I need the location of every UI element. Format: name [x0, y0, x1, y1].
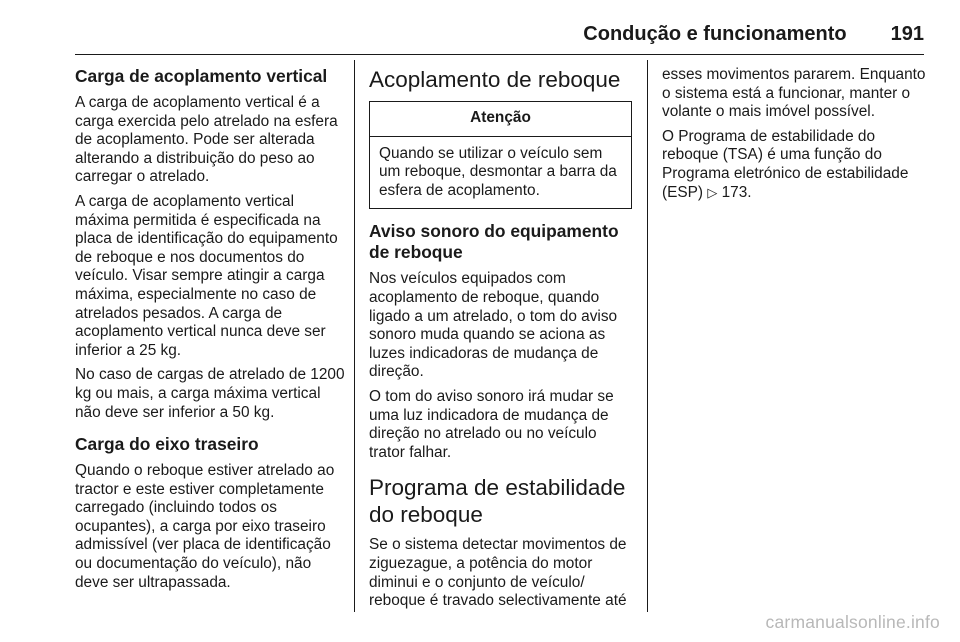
column-divider-2 [647, 60, 648, 612]
header-title: Condução e funcionamento [583, 23, 847, 45]
paragraph: A carga de acoplamento vertical máxima permitida é especificada na placa de identificação do equipamento de reboque e nos documentos do veículo. Visar sempre atingir a carga máxima, especialmente no caso de atrelados pesados. A carga de acoplamento vertical nunca deve ser inferior a 25 kg. [75, 192, 338, 359]
column-1 [75, 66, 345, 598]
page-header [0, 22, 924, 46]
heading-vertical-coupling-load: Carga de acoplamento vertical [75, 66, 328, 86]
watermark: carmanualsonline.info [765, 612, 940, 632]
paragraph: Nos veículos equipados com acoplamento de reboque, quando ligado a um atrelado, o tom do aviso sonoro muda quando se aciona as luzes indicadoras de mudança de direção. [369, 270, 618, 381]
paragraph: A carga de acoplamento vertical é a carga exercida pelo atrelado na esfera de acoplamento. Pode ser alterada alterando a distribuição do peso ao carregar o atrelado. [75, 94, 338, 186]
column-2 [369, 66, 635, 617]
warning-title: Atenção [370, 102, 631, 137]
header-rule [75, 54, 924, 55]
page-reference[interactable]: 173. [721, 183, 752, 201]
paragraph: esses movimentos pararem. Enquanto o sistema está a funcionar, manter o volante o mais imóvel possível. [662, 66, 926, 121]
heading-towing-audio-warning: Aviso sonoro do equipamento de reboque [369, 221, 619, 263]
paragraph: Quando o reboque estiver atrelado ao tractor e este estiver completamente carregado (incluindo todos os ocupantes), a carga por eixo traseiro admissível (ver placa de identificação ou documentação do veículo), não deve ser ultrapassada. [75, 462, 335, 591]
paragraph-with-reference [662, 128, 932, 202]
paragraph-text: O Programa de estabilidade do reboque (TSA) é uma função do Programa eletrónico de estabilidade (ESP) [662, 127, 909, 201]
heading-towing-coupling: Acoplamento de reboque [369, 67, 621, 92]
page-number: 191 [890, 23, 924, 45]
paragraph: No caso de cargas de atrelado de 1200 kg ou mais, a carga máxima vertical não deve ser inferior a 50 kg. [75, 366, 345, 421]
heading-rear-axle-load: Carga do eixo traseiro [75, 434, 259, 455]
warning-box [369, 101, 632, 209]
column-divider-1 [354, 60, 355, 612]
warning-text: Quando se utilizar o veículo sem um reboque, desmontar a barra da esfera de acoplamento. [379, 144, 617, 199]
triangle-right-icon[interactable]: ▷ [707, 184, 718, 200]
paragraph: Se o sistema detectar movimentos de ziguezague, a potência do motor diminui e o conjunto de veículo/ reboque é travado selectivamente até [369, 536, 627, 610]
paragraph: O tom do aviso sonoro irá mudar se uma luz indicadora de mudança de direção no atrelado ou no veículo trator falhar. [369, 387, 614, 461]
heading-trailer-stability-program: Programa de estabilidade do reboque [369, 475, 626, 528]
column-3 [662, 66, 932, 208]
